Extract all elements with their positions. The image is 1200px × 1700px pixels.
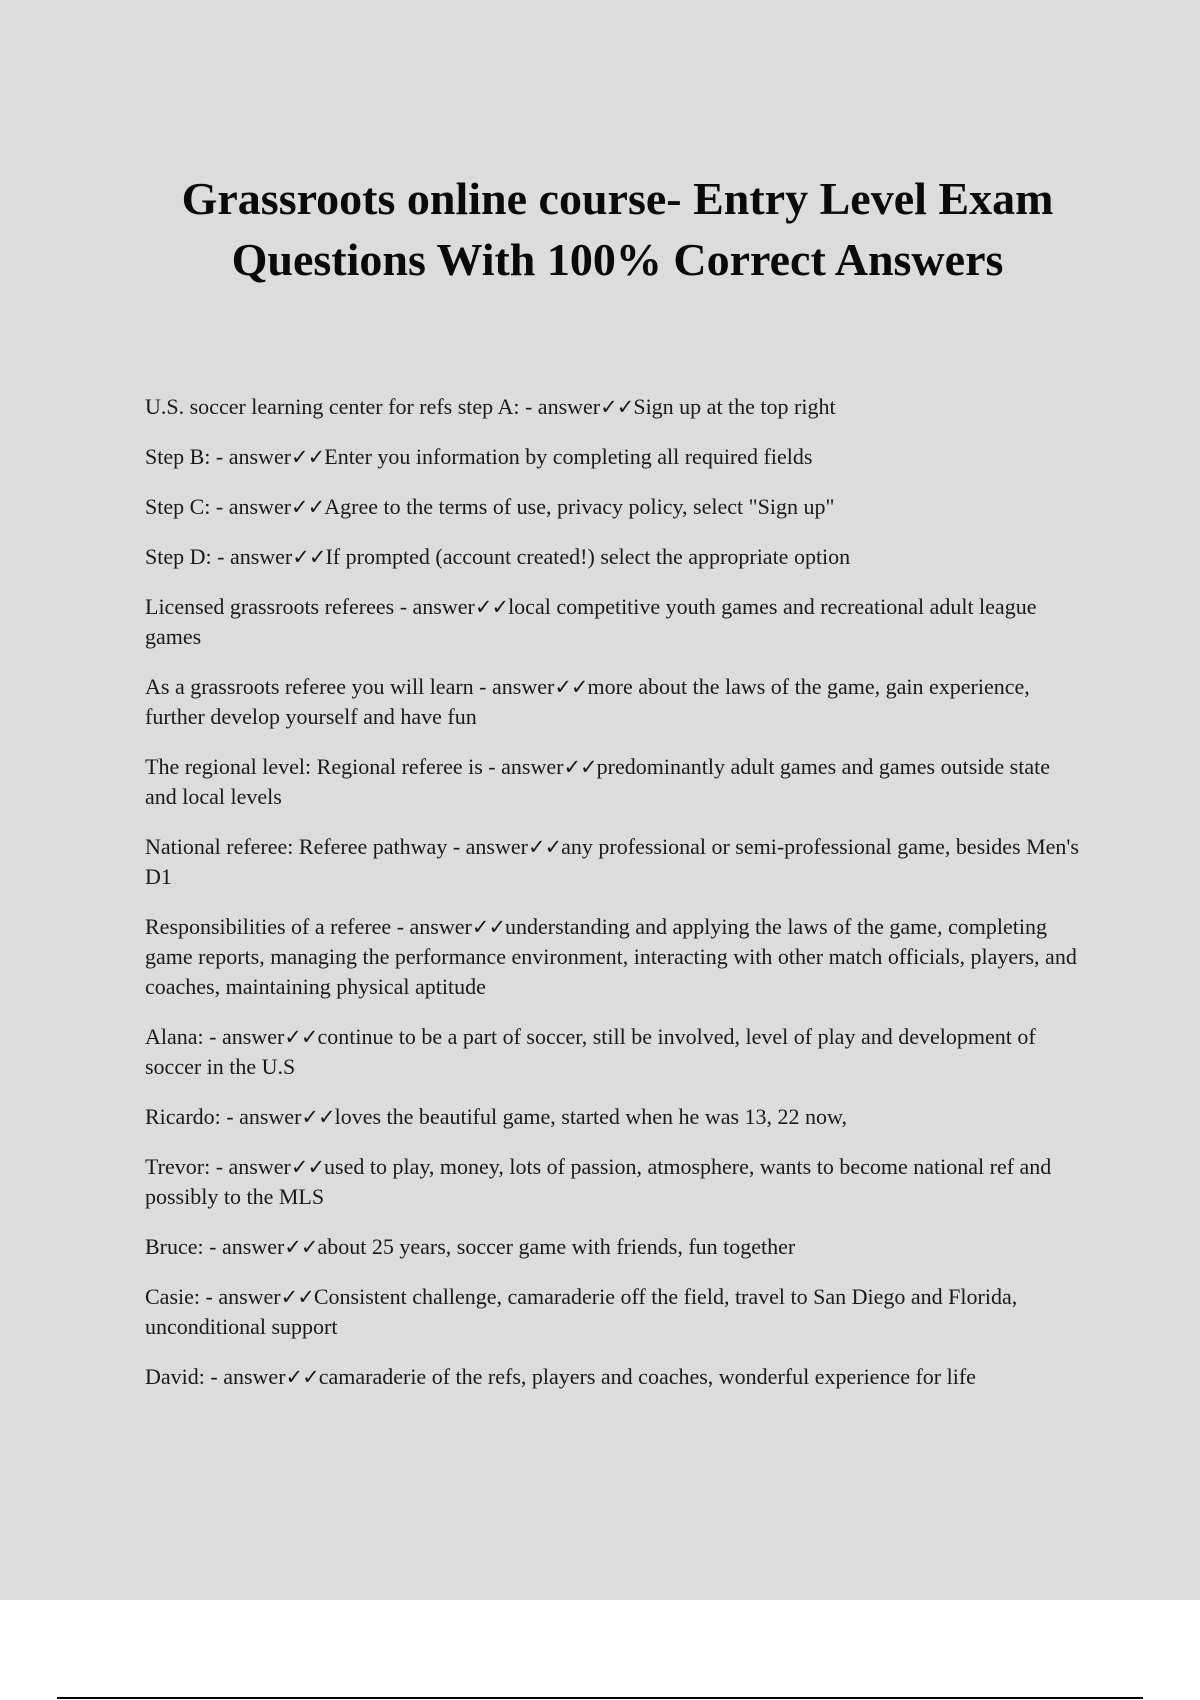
qa-item bbox=[145, 442, 1085, 472]
answer-text: more about the laws of the game, gain experience, further develop yourself and have fun bbox=[145, 674, 1030, 729]
question-text: Step B: bbox=[145, 444, 211, 469]
check-icon: ✓✓ bbox=[290, 1155, 325, 1179]
check-icon: ✓✓ bbox=[554, 675, 588, 699]
check-icon: ✓✓ bbox=[285, 1365, 319, 1389]
check-icon: ✓✓ bbox=[474, 595, 509, 619]
answer-text: Consistent challenge, camaraderie off the field, travel to San Diego and Florida, unconditional support bbox=[145, 1284, 1018, 1339]
qa-item bbox=[145, 912, 1085, 1002]
answer-text: local competitive youth games and recreational adult league games bbox=[145, 594, 1037, 649]
answer-text: loves the beautiful game, started when he was 13, 22 now, bbox=[334, 1104, 847, 1129]
qa-item bbox=[145, 1282, 1085, 1342]
question-text: Step C: bbox=[145, 494, 211, 519]
answer-text: used to play, money, lots of passion, atmosphere, wants to become national ref and possibly to the MLS bbox=[145, 1154, 1052, 1209]
answer-separator: - answer bbox=[211, 544, 293, 569]
question-text: Ricardo: bbox=[145, 1104, 221, 1129]
check-icon: ✓✓ bbox=[284, 1235, 318, 1259]
answer-text: predominantly adult games and games outside state and local levels bbox=[145, 754, 1050, 809]
title-line-2: Questions With 100% Correct Answers bbox=[231, 234, 1004, 285]
question-text: As a grassroots referee you will learn bbox=[145, 674, 474, 699]
answer-separator: - answer bbox=[447, 834, 528, 859]
answer-separator: - answer bbox=[394, 594, 475, 619]
answer-text: any professional or semi-professional game, besides Men's D1 bbox=[145, 834, 1079, 889]
answer-separator: - answer bbox=[210, 494, 292, 519]
answer-separator: - answer bbox=[200, 1284, 281, 1309]
check-icon: ✓✓ bbox=[292, 545, 326, 569]
question-text: Licensed grassroots referees bbox=[145, 594, 395, 619]
question-text: Casie: bbox=[145, 1284, 200, 1309]
question-text: Trevor: bbox=[145, 1154, 211, 1179]
answer-text: Sign up at the top right bbox=[633, 394, 836, 419]
answer-text: camaraderie of the refs, players and coaches, wonderful experience for life bbox=[318, 1364, 976, 1389]
qa-item bbox=[145, 832, 1085, 892]
question-text: Alana: bbox=[145, 1024, 204, 1049]
answer-separator: - answer bbox=[473, 674, 555, 699]
check-icon: ✓✓ bbox=[280, 1285, 314, 1309]
answer-text: Agree to the terms of use, privacy policy, select "Sign up" bbox=[324, 494, 835, 519]
check-icon: ✓✓ bbox=[284, 1025, 318, 1049]
question-text: Responsibilities of a referee bbox=[145, 914, 392, 939]
answer-text: continue to be a part of soccer, still be involved, level of play and development of soccer in the U.S bbox=[145, 1024, 1036, 1079]
qa-item bbox=[145, 672, 1085, 732]
answer-separator: - answer bbox=[210, 444, 292, 469]
qa-item bbox=[145, 1022, 1085, 1082]
answer-text: If prompted (account created!) select the appropriate option bbox=[325, 544, 851, 569]
qa-item bbox=[145, 592, 1085, 652]
question-text: Step D: bbox=[145, 544, 212, 569]
qa-item bbox=[145, 392, 1085, 422]
qa-item bbox=[145, 1362, 1085, 1392]
title-line-1: Grassroots online course- Entry Level Exam bbox=[181, 173, 1054, 224]
answer-separator: - answer bbox=[203, 1024, 285, 1049]
qa-item bbox=[145, 1152, 1085, 1212]
answer-separator: - answer bbox=[482, 754, 564, 779]
qa-item bbox=[145, 752, 1085, 812]
check-icon: ✓✓ bbox=[291, 445, 325, 469]
answer-separator: - answer bbox=[519, 394, 601, 419]
check-icon: ✓✓ bbox=[471, 915, 506, 939]
check-icon: ✓✓ bbox=[527, 835, 562, 859]
document-title bbox=[100, 168, 1135, 290]
qa-list bbox=[145, 392, 1085, 1412]
answer-separator: - answer bbox=[204, 1364, 286, 1389]
check-icon: ✓✓ bbox=[291, 495, 325, 519]
answer-text: Enter you information by completing all required fields bbox=[324, 444, 813, 469]
answer-separator: - answer bbox=[210, 1154, 291, 1179]
question-text: The regional level: Regional referee is bbox=[145, 754, 483, 779]
qa-item bbox=[145, 542, 1085, 572]
answer-text: understanding and applying the laws of the game, completing game reports, managing the performance environment, interacting with other match officials, players, and coaches, maintaining physical aptitude bbox=[145, 914, 1077, 999]
answer-separator: - answer bbox=[391, 914, 472, 939]
answer-separator: - answer bbox=[203, 1234, 285, 1259]
answer-separator: - answer bbox=[220, 1104, 302, 1129]
qa-item bbox=[145, 1102, 1085, 1132]
qa-item bbox=[145, 1232, 1085, 1262]
page-divider bbox=[57, 1697, 1143, 1699]
check-icon: ✓✓ bbox=[600, 395, 634, 419]
question-text: National referee: Referee pathway bbox=[145, 834, 448, 859]
question-text: U.S. soccer learning center for refs step A: bbox=[145, 394, 520, 419]
check-icon: ✓✓ bbox=[301, 1105, 335, 1129]
question-text: David: bbox=[145, 1364, 205, 1389]
qa-item bbox=[145, 492, 1085, 522]
check-icon: ✓✓ bbox=[563, 755, 597, 779]
question-text: Bruce: bbox=[145, 1234, 204, 1259]
answer-text: about 25 years, soccer game with friends, fun together bbox=[317, 1234, 796, 1259]
